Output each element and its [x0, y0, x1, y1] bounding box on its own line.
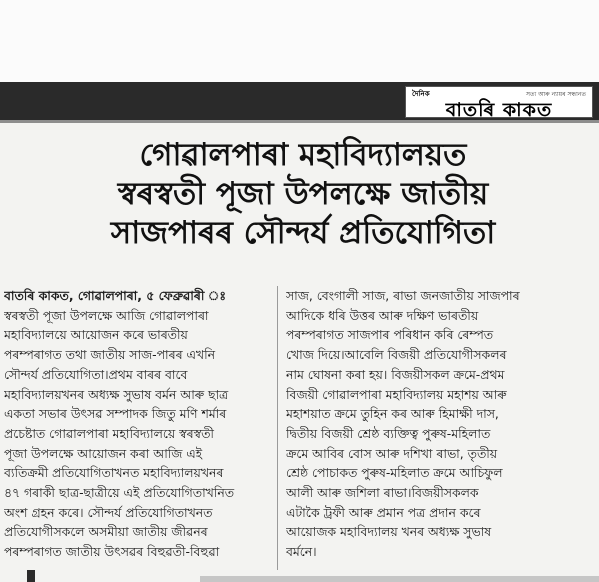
headline-line: গোৱালপাৰা মহাবিদ্যালয়ত [139, 137, 467, 173]
body-line: মহাবিদ্যালয়ে আয়োজন কৰে ভাৰতীয় [4, 327, 188, 343]
body-line: ব্যতিক্ৰমী প্ৰতিযোগিতাখনত মহাবিদ্যালয়খনৰ [4, 465, 224, 481]
body-line: পৰম্পৰাগত তথা জাতীয় সাজ-পাৰৰ এখনি [4, 347, 216, 363]
body-line: প্ৰচেষ্টাত গোৱালপাৰা মহাবিদ্যালয়ে স্বৰস্বতী [4, 425, 214, 441]
body-line: বিজয়ী গোৱালপাৰা মহাবিদ্যালয় মহাশয় আৰু [286, 386, 507, 402]
body-line: স্বৰস্বতী পূজা উপলক্ষে আজি গোৱালপাৰা [4, 307, 209, 323]
article-headline [20, 136, 586, 253]
newspaper-logo [405, 86, 593, 121]
body-line: আদিকে ধৰি উত্তৰ আৰু দক্ষিণ ভাৰতীয় [286, 307, 479, 323]
body-line: আলী আৰু জশিলা ৰাভা।বিজয়ীসকলক [286, 485, 479, 501]
body-line: প্ৰতিযোগীসকলে অসমীয়া জাতীয় জীৱনৰ [4, 524, 208, 540]
column-divider [277, 286, 278, 570]
body-line: পূজা উপলক্ষে আয়োজন কৰা আজি এই [4, 445, 203, 461]
body-line: অংশ গ্ৰহন কৰে। সৌন্দৰ্য প্ৰতিযোগিতাখনত [4, 504, 213, 520]
body-line: পৰম্পৰাগত জাতীয় উৎসৱৰ বিহুৱতী-বিহুৱা [4, 544, 220, 560]
body-line: আয়োজক মহাবিদ্যালয় খনৰ অধ্যক্ষ সুভাষ [286, 524, 492, 540]
body-line: সৌন্দৰ্য প্ৰতিযোগিতা।প্ৰথম বাৰৰ বাবে [4, 366, 188, 382]
dateline: বাতৰি কাকত, গোৱালপাৰা, ৫ ফেব্ৰুৱাৰী ঃ [4, 288, 227, 303]
body-line: শ্ৰেষ্ঠ পোচাকত পুৰুষ-মহিলাত ক্ৰমে আচিফুল [286, 465, 503, 481]
body-line: সাজ, বেংগালী সাজ, ৰাভা জনজাতীয় সাজপাৰ [286, 288, 520, 303]
body-line: পৰম্পৰাগত সাজপাৰ পৰিধান কৰি ৰেম্পত [286, 327, 494, 343]
page-corner-mark [27, 570, 35, 582]
body-line: নাম ঘোষনা কৰা হয়। বিজয়ীসকল ক্ৰমে-প্ৰথম [286, 366, 505, 382]
article-column-1 [4, 286, 272, 566]
headline-line: সাজপাৰৰ সৌন্দৰ্য প্ৰতিযোগিতা [110, 215, 496, 251]
logo-tagline: সত্য আৰু ন্যায়ৰ সন্ধানত [526, 91, 586, 98]
body-line: একতা সভাৰ উৎসৱ সম্পাদক জিতু মণি শৰ্মাৰ [4, 406, 227, 422]
body-line: ক্ৰমে আবিৰ বোস আৰু দশিখা ৰাভা, তৃতীয় [286, 445, 498, 461]
logo-daily-label: দৈনিক [412, 90, 430, 98]
body-line: মহাশয়াত ক্ৰমে তুহিন কৰ আৰু হিমাক্ষী দাস, [286, 406, 499, 422]
body-line: মহাবিদ্যালয়খনৰ অধ্যক্ষ সুভাষ বৰ্মন আৰু ছাত্ৰ [4, 386, 229, 402]
body-line: বৰ্মনে। [286, 544, 317, 560]
headline-line: স্বৰস্বতী পূজা উপলক্ষে জাতীয় [117, 176, 489, 212]
body-line: এটাকৈ ট্ৰফী আৰু প্ৰমান পত্ৰ প্ৰদান কৰে [286, 504, 481, 520]
logo-name: বাতৰি কাকত [445, 99, 553, 121]
body-line: দ্বিতীয় বিজয়ী শ্ৰেষ্ঠ ব্যক্তিত্ব পুৰুষ-মহিলাত [286, 425, 491, 441]
body-line: ৪৭ গৰাকী ছাত্ৰ-ছাত্ৰীয়ে এই প্ৰতিযোগিতাখনিত [4, 485, 235, 501]
body-line: খোজ দিয়ে।আবেলি বিজয়ী প্ৰতিযোগীসকলৰ [286, 347, 507, 363]
page-top-margin [0, 0, 599, 82]
article-column-2 [286, 286, 588, 566]
masthead-bar [0, 82, 599, 123]
bottom-rule [200, 576, 599, 582]
